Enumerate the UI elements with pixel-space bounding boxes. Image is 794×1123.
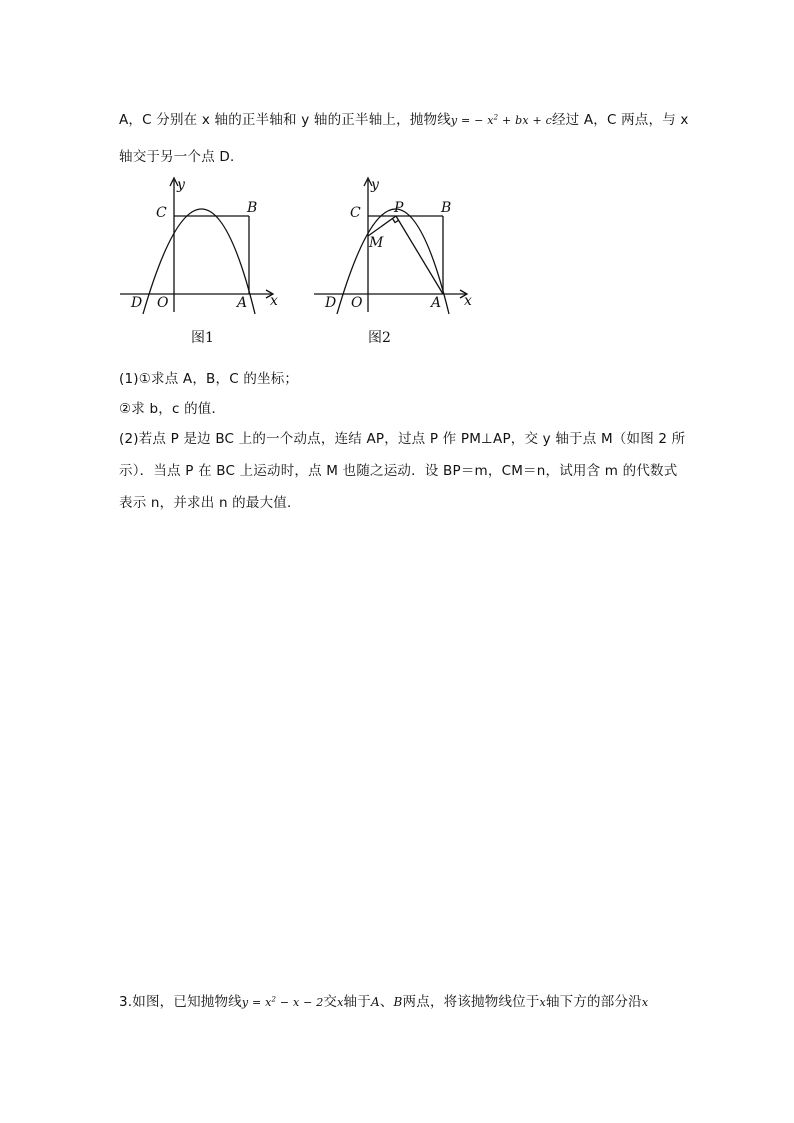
label-a: A xyxy=(431,295,442,311)
intro-text-a: A，C 分别在 x 轴的正半轴和 y 轴的正半轴上，抛物线 xyxy=(119,112,451,128)
figure-1-svg xyxy=(114,172,294,352)
label-b: B xyxy=(247,200,258,216)
point-b: B xyxy=(393,995,403,1009)
label-y: y xyxy=(177,177,185,193)
label-y: y xyxy=(371,177,379,193)
label-p: P xyxy=(394,200,404,216)
figure-2 xyxy=(308,172,488,352)
label-c: C xyxy=(156,205,167,221)
text-part: 交 xyxy=(323,994,338,1010)
equation-part: y = − x xyxy=(450,114,494,127)
label-c: C xyxy=(350,205,361,221)
label-d: D xyxy=(131,295,143,311)
figure-1 xyxy=(114,172,294,352)
parabola-equation xyxy=(451,114,552,127)
segment-pa xyxy=(396,216,443,294)
point-a: A xyxy=(370,995,380,1009)
intro-text-b: 经过 A，C 两点，与 x xyxy=(551,112,689,128)
problem-3-equation xyxy=(242,996,324,1009)
question-2-line-2: 示）．当点 P 在 BC 上运动时，点 M 也随之运动．设 BP＝m，CM＝n，试用含 m 的代数式 xyxy=(119,463,678,479)
variable-x: x xyxy=(641,996,649,1009)
text-part: 轴于 xyxy=(343,994,371,1010)
separator: 、 xyxy=(379,994,394,1010)
question-2-line-1: (2)若点 P 是边 BC 上的一个动点，连结 AP，过点 P 作 PM⊥AP，交 y 轴于点 M（如图 2 所 xyxy=(119,431,686,447)
figure-1-caption: 图1 xyxy=(191,330,214,346)
text-part: 轴下方的部分沿 xyxy=(545,994,642,1010)
question-1-part-2: ②求 b，c 的值． xyxy=(119,401,226,417)
figure-2-svg xyxy=(308,172,488,352)
label-o: O xyxy=(351,295,363,311)
label-d: D xyxy=(325,295,337,311)
figure-2-caption: 图2 xyxy=(368,330,391,346)
variable-x: x xyxy=(337,996,344,1009)
label-a: A xyxy=(237,295,248,311)
label-m: M xyxy=(369,235,384,251)
label-o: O xyxy=(157,295,169,311)
equation-part: y = x xyxy=(241,996,272,1009)
equation-part: − x − 2 xyxy=(276,996,324,1009)
equation-exponent: 2 xyxy=(271,995,277,1004)
equation-exponent: 2 xyxy=(493,113,499,122)
question-1-part-1: (1)①求点 A，B，C 的坐标； xyxy=(119,371,299,387)
problem-3-line-1 xyxy=(119,990,648,1010)
problem-3-prefix: 3.如图，已知抛物线 xyxy=(119,994,242,1010)
label-x: x xyxy=(270,293,278,309)
question-2-line-3: 表示 n，并求出 n 的最大值． xyxy=(119,495,301,511)
variable-x: x xyxy=(539,996,546,1009)
label-x: x xyxy=(464,293,472,309)
intro-line-2: 轴交于另一个点 D． xyxy=(119,149,244,165)
label-b: B xyxy=(441,200,452,216)
equation-part: + bx + c xyxy=(498,114,552,127)
intro-line-1 xyxy=(119,108,689,128)
text-part: 两点，将该抛物线位于 xyxy=(402,994,540,1010)
